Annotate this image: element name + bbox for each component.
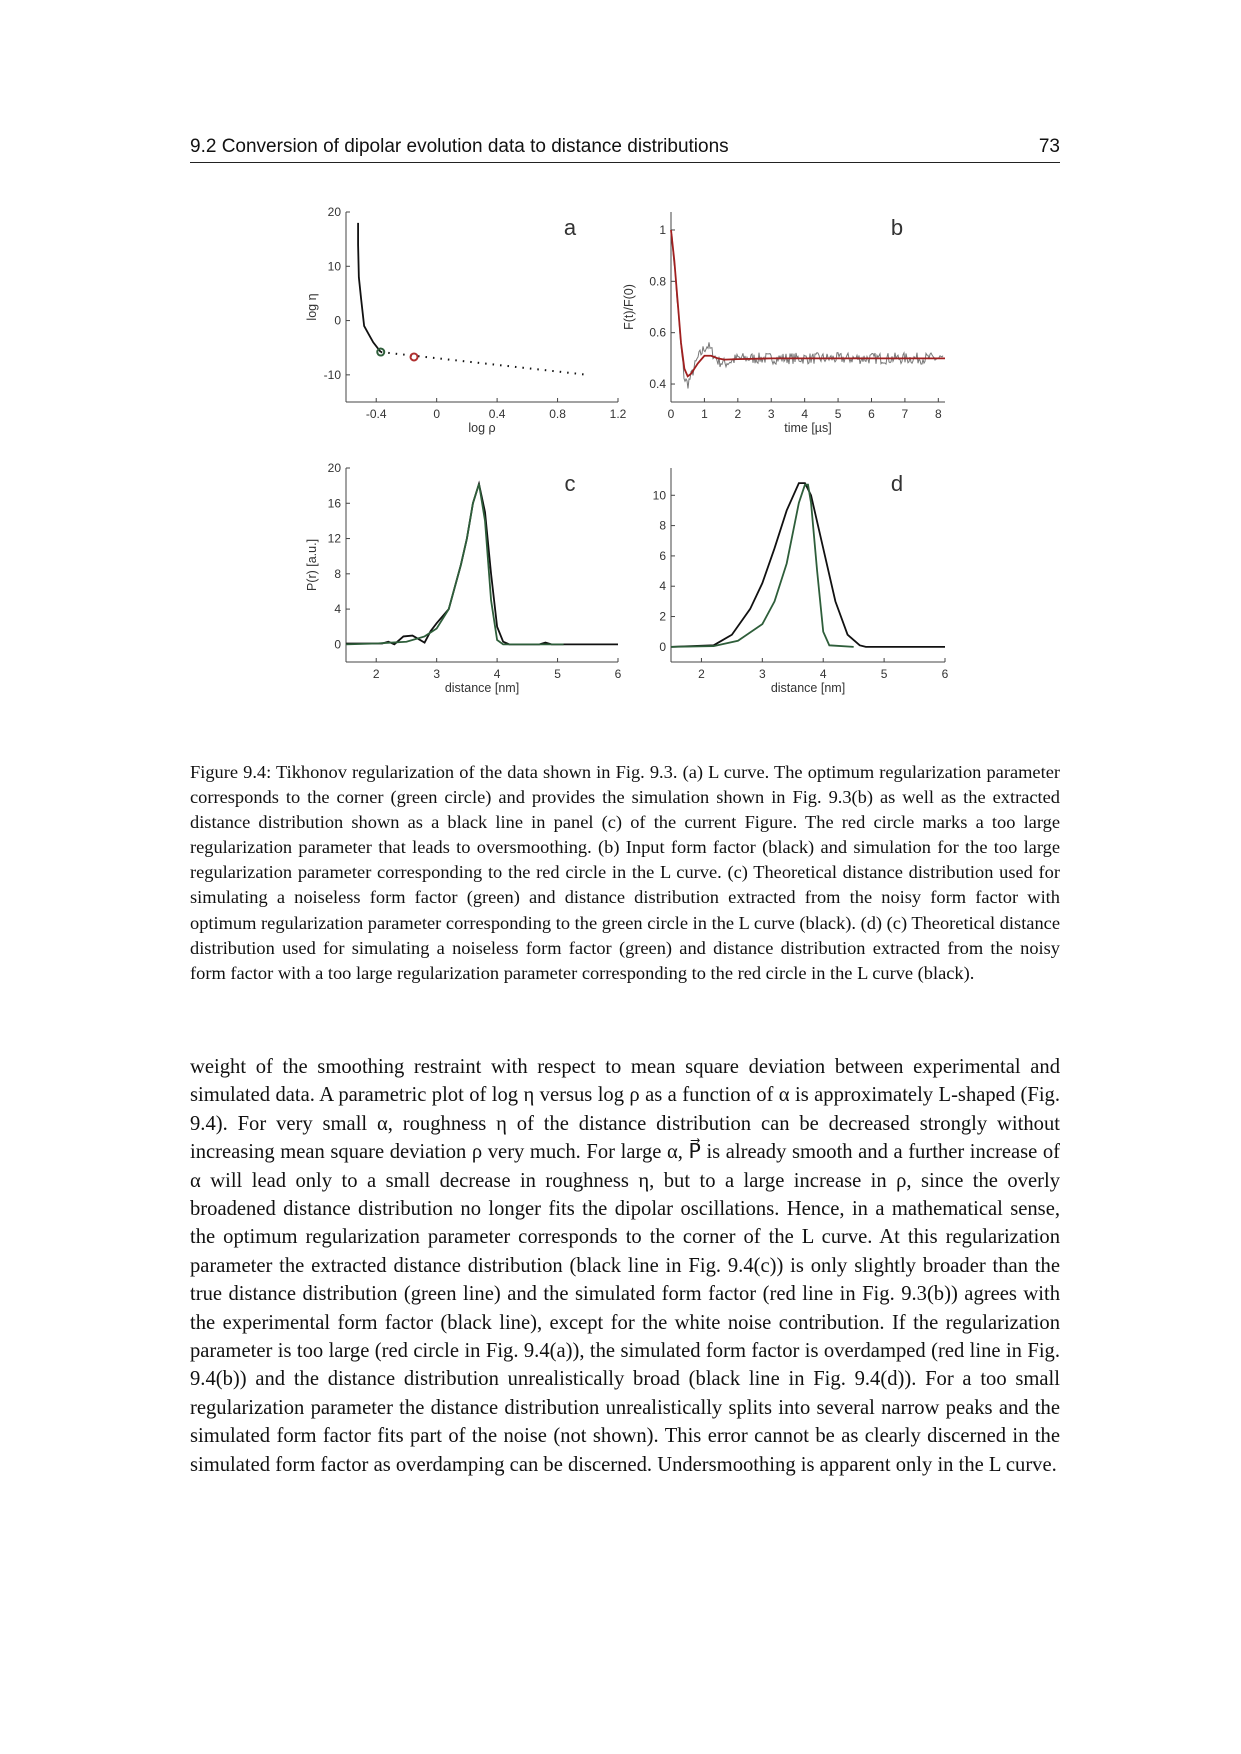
x-tick-label: 6: [614, 667, 622, 681]
x-axis-label: distance [nm]: [770, 681, 846, 695]
y-tick-label: 10: [652, 488, 666, 503]
figure-caption: Figure 9.4: Tikhonov regularization of the data shown in Fig. 9.3. (a) L curve. The optimum regularization parameter corresponds to the corner (green circle) and provides the simulation shown in Fig. 9.3(b) as well as the extracted distance distribution shown as a black line in panel (c) of the current Figure. The red circle marks a too large regularization parameter that leads to oversmoothing. (b) Input form factor (black) and simulation for the too large regularization parameter corresponding to the red circle in the L curve. (c) Theoretical distance distribution used for simulating a noiseless form factor (green) and distance distribution extracted from the noisy form factor with optimum regularization parameter corresponding to the green circle in the L curve (black). (d) (c) Theoretical distance distribution used for simulating a noiseless form factor (green) and distance distribution extracted from the noisy form factor with a too large regularization parameter corresponding to the red circle in the L curve (black).: [190, 762, 1060, 983]
x-tick-label: 4: [801, 407, 809, 421]
y-axis-label: F(t)/F(0): [622, 284, 636, 330]
panel-letter: d: [890, 471, 904, 496]
x-tick-label: 5: [834, 407, 842, 421]
x-tick-label: 7: [901, 407, 909, 421]
x-tick-label: 1.2: [609, 407, 627, 421]
body-paragraph: weight of the smoothing restraint with respect to mean square deviation between experimental and simulated data. A parametric plot of log η versus log ρ as a function of α is approximately L-shaped (Fig. 9.4). For very small α, roughness η of the distance distribution can be decreased strongly without increasing mean square deviation ρ very much. For large α, P⃗ is already smooth and a further increase of α will lead only to a small decrease in roughness η, but to a large increase in ρ, since the overly broadened distance distribution no longer fits the dipolar oscillations. Hence, in a mathematical sense, the optimum regularization parameter corresponds to the corner of the L curve. At this regularization parameter the extracted distance distribution (black line in Fig. 9.4(c)) is only slightly broader than the true distance distribution (green line) and the simulated form factor (red line in Fig. 9.3(b)) agrees with the experimental form factor (black line), except for the white noise contribution. If the regularization parameter is too large (red circle in Fig. 9.4(a)), the simulated form factor is overdamped (red line in Fig. 9.4(b)) and the distance distribution unrealistically broad (black line in Fig. 9.4(d)). For a too small regularization parameter the distance distribution unrealistically splits into several narrow peaks and the simulated form factor fits part of the noise (not shown). This error cannot be as clearly discerned in the simulated form factor as overdamping can be discerned. Undersmoothing is apparent only in the L curve.: [190, 1056, 1060, 1476]
x-tick-label: 1: [701, 407, 708, 421]
y-tick-label: 4: [334, 602, 341, 617]
x-axis-label: log ρ: [468, 421, 496, 435]
series-theoretical: [346, 484, 564, 644]
series-experimental: [671, 235, 943, 388]
y-tick-label: 1: [659, 222, 666, 237]
y-tick-label: 0.8: [649, 274, 666, 289]
y-tick-label: 12: [327, 531, 341, 546]
running-header: [190, 134, 1060, 163]
y-tick-label: 8: [659, 518, 666, 533]
series-theoretical: [671, 485, 854, 647]
x-tick-label: 0.8: [549, 407, 566, 421]
x-axis-label: time [µs]: [784, 421, 832, 435]
page-number: 73: [1038, 136, 1060, 157]
x-axis-label: distance [nm]: [444, 681, 520, 695]
y-tick-label: 0.6: [649, 325, 666, 340]
x-tick-label: 5: [554, 667, 561, 681]
y-tick-label: 16: [327, 496, 341, 511]
y-tick-label: 8: [334, 566, 341, 581]
series-extracted-too-large-: [671, 483, 945, 647]
x-tick-label: 0: [433, 407, 441, 421]
panel-letter: a: [563, 215, 577, 240]
panel-c: [305, 461, 622, 695]
x-tick-label: 2: [698, 667, 705, 681]
x-tick-label: 6: [868, 407, 875, 421]
series-l-curve-solid-: [358, 223, 381, 352]
y-axis-label: log η: [305, 293, 319, 321]
x-tick-label: 6: [941, 667, 949, 681]
y-tick-label: 10: [327, 259, 341, 274]
y-tick-label: 0: [334, 313, 341, 328]
figure-9-4: [0, 190, 1241, 730]
x-tick-label: 8: [934, 407, 942, 421]
panel-a: [305, 205, 627, 435]
x-tick-label: 0: [667, 407, 675, 421]
x-tick-label: 2: [372, 667, 380, 681]
y-tick-label: 4: [659, 579, 666, 594]
panel-letter: c: [564, 471, 576, 496]
section-title: 9.2 Conversion of dipolar evolution data to distance distributions: [190, 136, 729, 157]
x-tick-label: 3: [433, 667, 441, 681]
y-axis-label: P(r) [a.u.]: [305, 538, 319, 592]
panel-letter: b: [890, 215, 904, 240]
y-tick-label: 2: [659, 609, 666, 624]
x-tick-label: 3: [767, 407, 775, 421]
x-tick-label: 5: [880, 667, 888, 681]
y-tick-label: -10: [323, 367, 341, 382]
y-tick-label: 20: [327, 461, 341, 475]
y-tick-label: 20: [327, 205, 341, 219]
x-tick-label: 0.4: [488, 407, 506, 421]
y-tick-label: 0: [659, 639, 666, 654]
marker-too-large: [411, 353, 418, 360]
y-tick-label: 0.4: [649, 377, 666, 392]
x-tick-label: -0.4: [365, 407, 387, 421]
x-tick-label: 4: [819, 667, 827, 681]
x-tick-label: 4: [493, 667, 501, 681]
x-tick-label: 2: [734, 407, 742, 421]
panel-b: [622, 212, 945, 435]
x-tick-label: 3: [758, 667, 766, 681]
y-tick-label: 6: [659, 548, 666, 563]
panel-d: [653, 468, 949, 695]
y-tick-label: 0: [334, 637, 341, 652]
